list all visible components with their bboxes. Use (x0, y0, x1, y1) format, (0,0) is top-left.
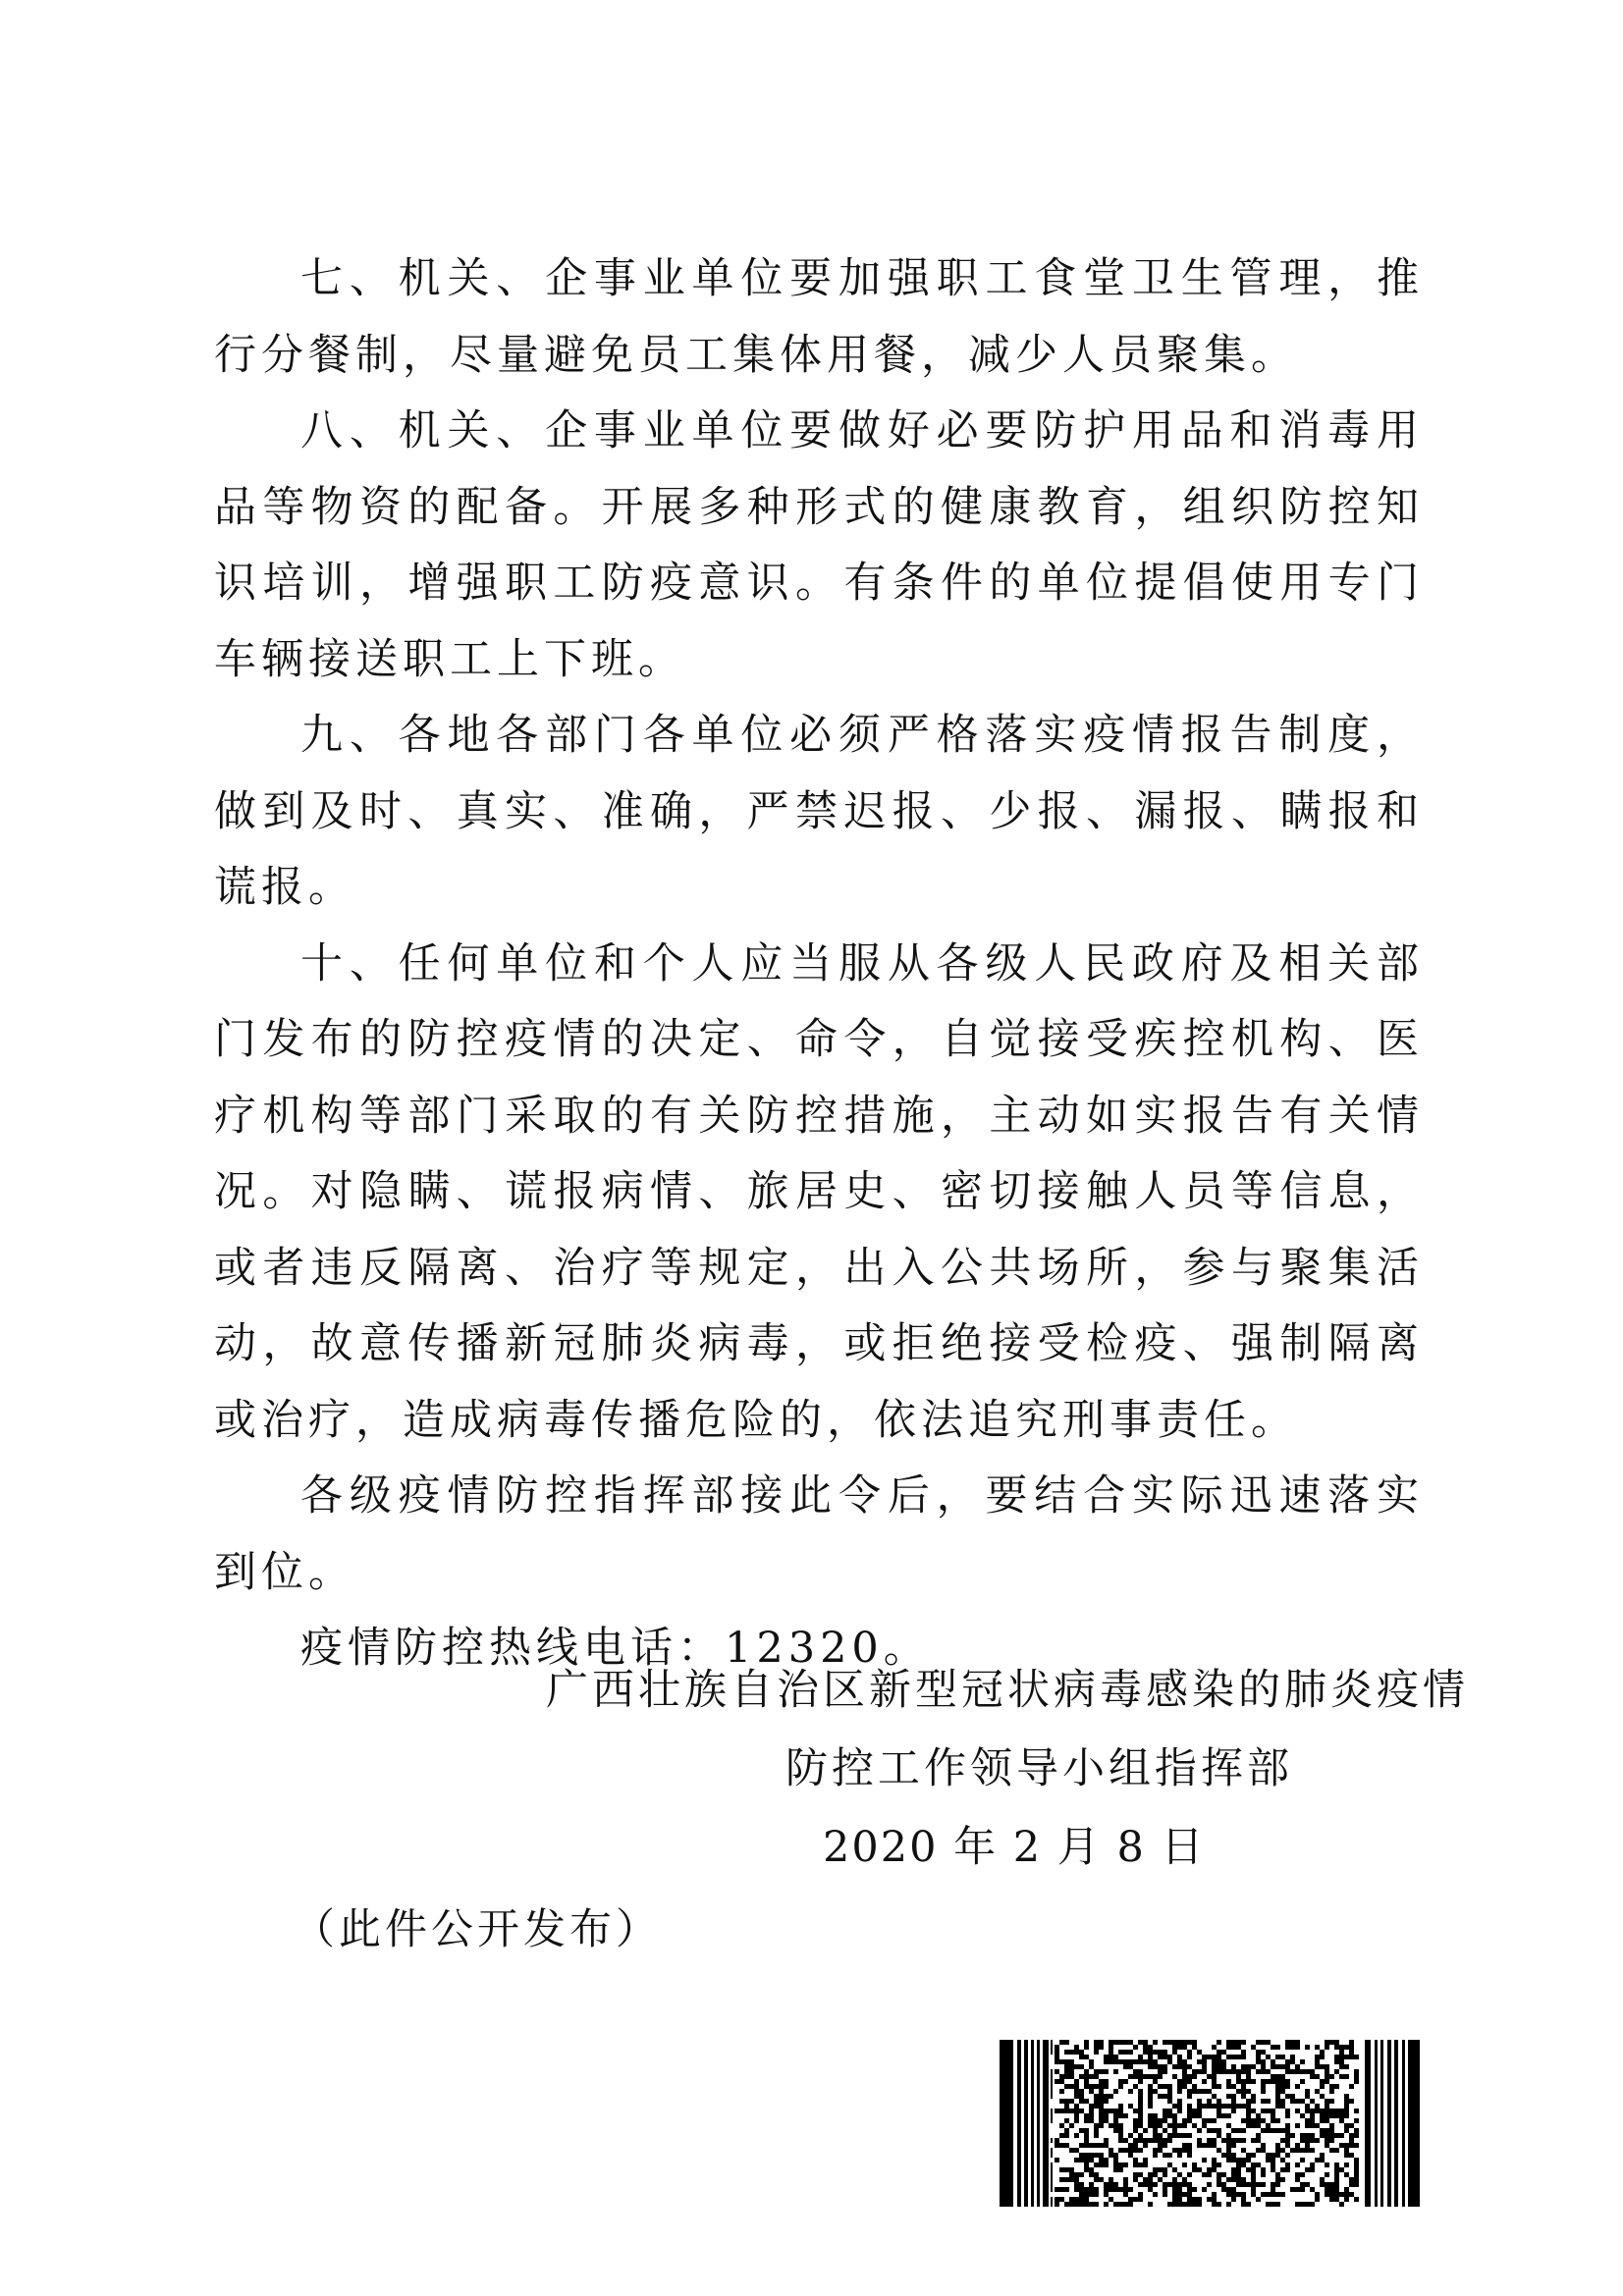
paragraph-item-7: 七、机关、企事业单位要加强职工食堂卫生管理，推行分餐制，尽量避免员工集体用餐，减少人员聚集。 (214, 254, 1424, 380)
paragraph-hotline: 疫情防控热线电话：12320。 (300, 1624, 931, 1673)
document-body (214, 241, 1424, 1687)
paragraph-item-10: 十、任何单位和个人应当服从各级人民政府及相关部门发布的防控疫情的决定、命令，自觉接受疾控机构、医疗机构等部门采取的有关防控措施，主动如实报告有关情况。对隐瞒、谎报病情、旅居史、密切接触人员等信息，或者违反隔离、治疗等规定，出入公共场所，参与聚集活动，故意传播新冠肺炎病毒，或拒绝接受检疫、强制隔离或治疗，造成病毒传播危险的，依法追究刑事责任。 (214, 938, 1424, 1445)
barcode-start-pattern (1000, 2040, 1049, 2207)
signature-org-line1: 广西壮族自治区新型冠状病毒感染的肺炎疫情 (546, 1666, 1469, 1715)
barcode-data-area (1051, 2040, 1359, 2207)
publication-note: （此件公开发布） (293, 1905, 662, 1954)
paragraph-item-9: 九、各地各部门各单位必须严格落实疫情报告制度，做到及时、真实、准确，严禁迟报、少报、漏报、瞒报和谎报。 (214, 711, 1424, 912)
paragraph-implementation: 各级疫情防控指挥部接此令后，要结合实际迅速落实到位。 (214, 1471, 1424, 1597)
signature-org-line2: 防控工作领导小组指挥部 (785, 1744, 1293, 1793)
barcode-stop-pattern (1365, 2040, 1420, 2207)
signature-date: 2020 年 2 月 8 日 (823, 1823, 1206, 1872)
paragraph-item-8: 八、机关、企事业单位要做好必要防护用品和消毒用品等物资的配备。开展多种形式的健康教育，组织防控知识培训，增强职工防疫意识。有条件的单位提倡使用专门车辆接送职工上下班。 (214, 406, 1424, 684)
pdf417-barcode-image (1000, 2040, 1420, 2207)
